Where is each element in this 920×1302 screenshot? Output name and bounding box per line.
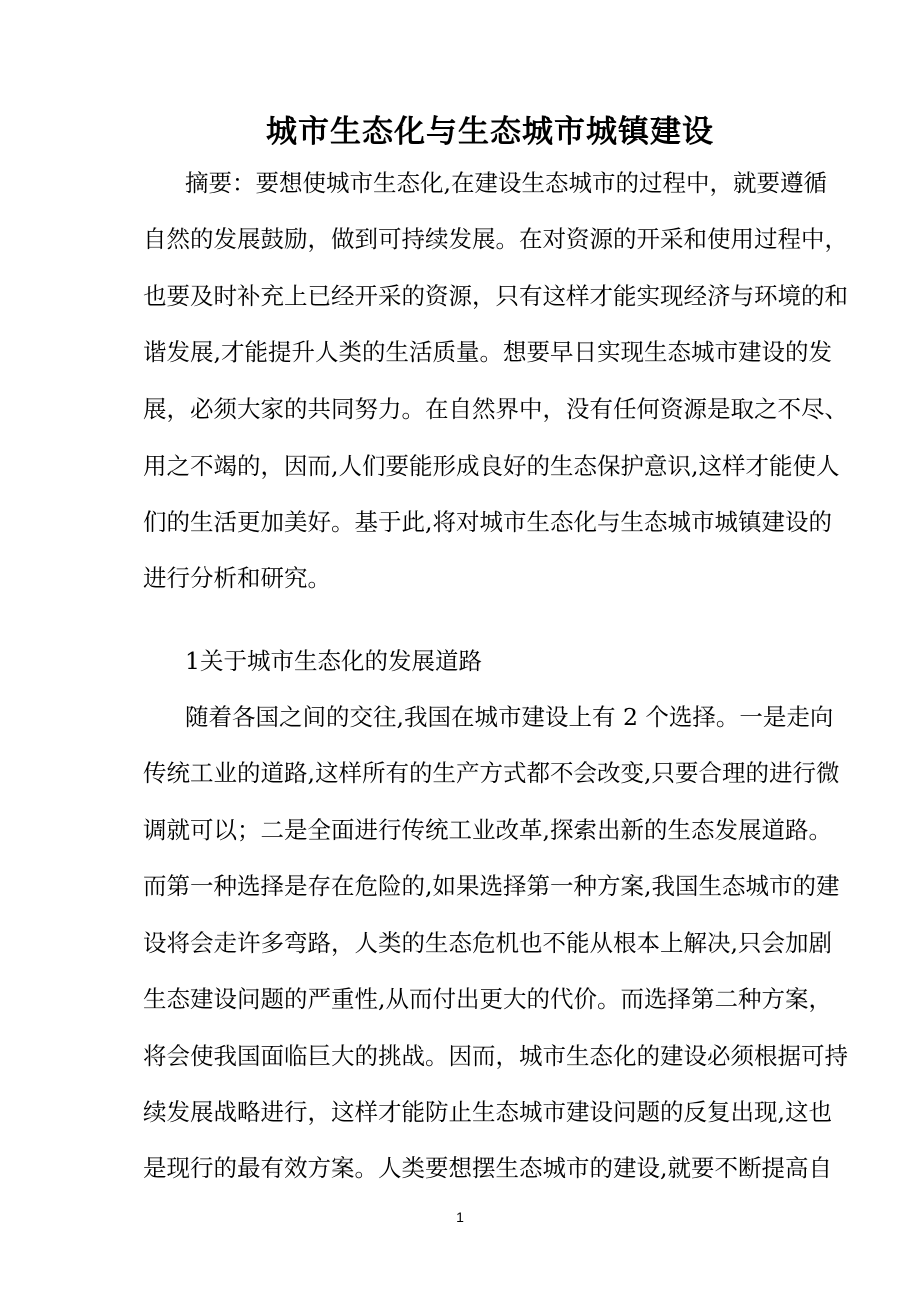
text-line: 随着各国之间的交往,我国在城市建设上有 2 个选择。一是走向 (185, 703, 834, 731)
document-title: 城市生态化与生态城市城镇建设 (266, 114, 714, 150)
section-heading: 1关于城市生态化的发展道路 (185, 647, 482, 675)
text-line: 展，必须大家的共同努力。在自然界中，没有任何资源是取之不尽、 (143, 395, 848, 423)
text-line: 摘要：要想使城市生态化,在建设生态城市的过程中，就要遵循 (185, 169, 827, 197)
text-line: 进行分析和研究。 (143, 564, 331, 592)
text-line: 传统工业的道路,这样所有的生产方式都不会改变,只要合理的进行微 (143, 759, 840, 787)
text-line: 们的生活更加美好。基于此,将对城市生态化与生态城市城镇建设的 (143, 508, 832, 536)
text-line: 将会使我国面临巨大的挑战。因而，城市生态化的建设必须根据可持 (143, 1042, 848, 1070)
text-line: 谐发展,才能提升人类的生活质量。想要早日实现生态城市建设的发 (143, 338, 832, 366)
text-line: 续发展战略进行，这样才能防止生态城市建设问题的反复出现,这也 (143, 1098, 832, 1126)
text-line: 自然的发展鼓励，做到可持续发展。在对资源的开采和使用过程中， (143, 225, 848, 253)
text-line: 调就可以；二是全面进行传统工业改革,探索出新的生态发展道路。 (143, 816, 832, 844)
text-line: 用之不竭的，因而,人们要能形成良好的生态保护意识,这样才能使人 (143, 452, 840, 480)
text-line: 设将会走许多弯路，人类的生态危机也不能从根本上解决,只会加剧 (143, 929, 832, 957)
page-number: 1 (456, 1209, 464, 1225)
text-line: 是现行的最有效方案。人类要想摆生态城市的建设,就要不断提高自 (143, 1154, 832, 1182)
text-line: 也要及时补充上已经开采的资源，只有这样才能实现经济与环境的和 (143, 282, 848, 310)
text-line: 而第一种选择是存在危险的,如果选择第一种方案,我国生态城市的建 (143, 872, 840, 900)
text-line: 生态建设问题的严重性,从而付出更大的代价。而选择第二种方案， (143, 985, 832, 1013)
